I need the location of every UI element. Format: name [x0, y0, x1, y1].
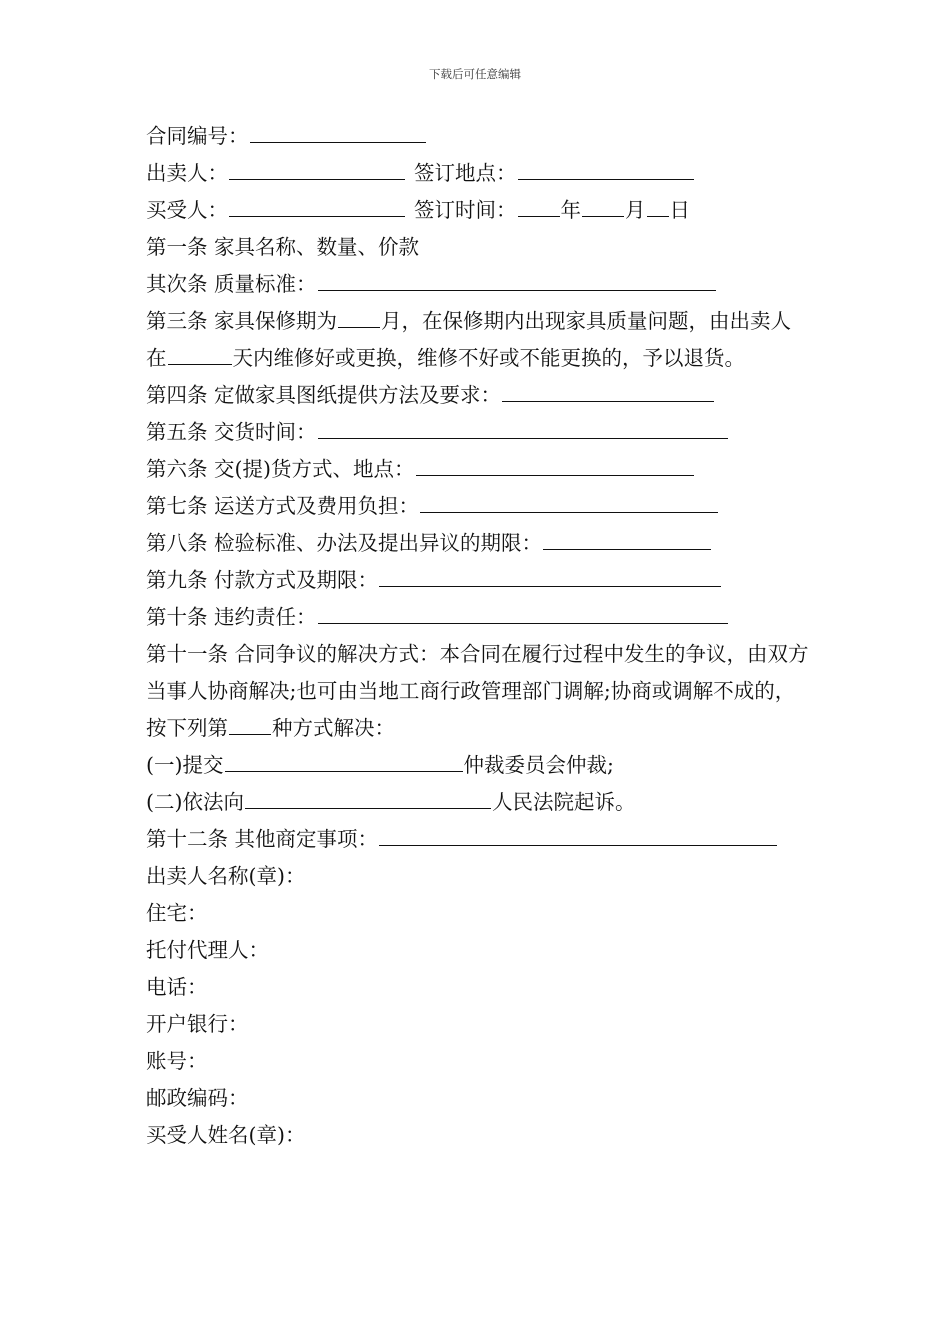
day-field[interactable] [647, 192, 669, 217]
transport-cost-field[interactable] [420, 488, 718, 513]
other-matters-field[interactable] [379, 821, 777, 846]
inspection-standard-field[interactable] [543, 525, 711, 550]
day-label: 日 [669, 198, 690, 222]
option-2 [146, 784, 811, 821]
article-3-text-c: 天内维修好或更换，维修不好或不能更换的，予以退货。 [232, 346, 745, 370]
contract-body [146, 118, 811, 1154]
seller-line [146, 155, 811, 192]
postcode-label: 邮政编码： [146, 1086, 249, 1110]
article-3 [146, 303, 811, 377]
buyer-name-label: 买受人姓名(章)： [146, 1123, 306, 1147]
article-6 [146, 451, 811, 488]
article-10-label: 第十条 违约责任： [146, 605, 317, 629]
dispute-option-field[interactable] [229, 710, 271, 735]
delivery-method-field[interactable] [416, 451, 694, 476]
sign-place-field[interactable] [518, 155, 694, 180]
seller-name-label: 出卖人名称(章)： [146, 864, 306, 888]
option-1-text-b: 仲裁委员会仲裁; [463, 753, 614, 777]
article-1: 第一条 家具名称、数量、价款 [146, 235, 420, 259]
drawing-requirements-field[interactable] [502, 377, 714, 402]
year-label: 年 [560, 198, 581, 222]
buyer-field[interactable] [229, 192, 405, 217]
phone-label: 电话： [146, 975, 208, 999]
article-10 [146, 599, 811, 636]
article-11-text-a: 第十一条 合同争议的解决方式：本合同在履行过程中发生的争议，由双方当事人协商解决;也可由当地工商行政管理部门调解;协商或调解不成的，按下列第 [146, 642, 809, 740]
payment-method-field[interactable] [379, 562, 721, 587]
article-12 [146, 821, 811, 858]
article-7 [146, 488, 811, 525]
article-9 [146, 562, 811, 599]
quality-standard-field[interactable] [318, 266, 716, 291]
liability-field[interactable] [318, 599, 728, 624]
option-2-text-b: 人民法院起诉。 [492, 790, 636, 814]
article-3-text-b: 月，在保修期内出现家具质量问题，由出卖人在 [146, 309, 792, 370]
warranty-months-field[interactable] [338, 303, 380, 328]
account-label: 账号： [146, 1049, 208, 1073]
repair-days-field[interactable] [168, 340, 232, 365]
year-field[interactable] [518, 192, 560, 217]
sign-place-label: 签订地点： [414, 161, 517, 185]
agent-label: 托付代理人： [146, 938, 269, 962]
article-12-label: 第十二条 其他商定事项： [146, 827, 379, 851]
seller-field[interactable] [229, 155, 405, 180]
address-label: 住宅： [146, 901, 208, 925]
bank-label: 开户银行： [146, 1012, 249, 1036]
page-header: 下载后可任意编辑 [429, 67, 521, 81]
month-field[interactable] [582, 192, 624, 217]
article-11 [146, 636, 811, 747]
article-5 [146, 414, 811, 451]
article-2-label: 其次条 质量标准： [146, 272, 317, 296]
arbitration-committee-field[interactable] [225, 747, 463, 772]
contract-no-label: 合同编号： [146, 124, 249, 148]
delivery-time-field[interactable] [318, 414, 728, 439]
article-6-label: 第六条 交(提)货方式、地点： [146, 457, 415, 481]
article-2 [146, 266, 811, 303]
contract-no-field[interactable] [250, 118, 426, 143]
option-2-text-a: (二)依法向 [146, 790, 244, 814]
article-5-label: 第五条 交货时间： [146, 420, 317, 444]
contract-no-line [146, 118, 811, 155]
article-8 [146, 525, 811, 562]
article-11-text-b: 种方式解决： [272, 716, 395, 740]
article-7-label: 第七条 运送方式及费用负担： [146, 494, 420, 518]
article-3-text-a: 第三条 家具保修期为 [146, 309, 338, 333]
buyer-label: 买受人： [146, 198, 228, 222]
buyer-line [146, 192, 811, 229]
month-label: 月 [625, 198, 646, 222]
option-1 [146, 747, 811, 784]
article-4-label: 第四条 定做家具图纸提供方法及要求： [146, 383, 502, 407]
court-field[interactable] [245, 784, 491, 809]
option-1-text-a: (一)提交 [146, 753, 224, 777]
seller-label: 出卖人： [146, 161, 228, 185]
article-9-label: 第九条 付款方式及期限： [146, 568, 379, 592]
article-4 [146, 377, 811, 414]
sign-time-label: 签订时间： [414, 198, 517, 222]
article-8-label: 第八条 检验标准、办法及提出异议的期限： [146, 531, 543, 555]
